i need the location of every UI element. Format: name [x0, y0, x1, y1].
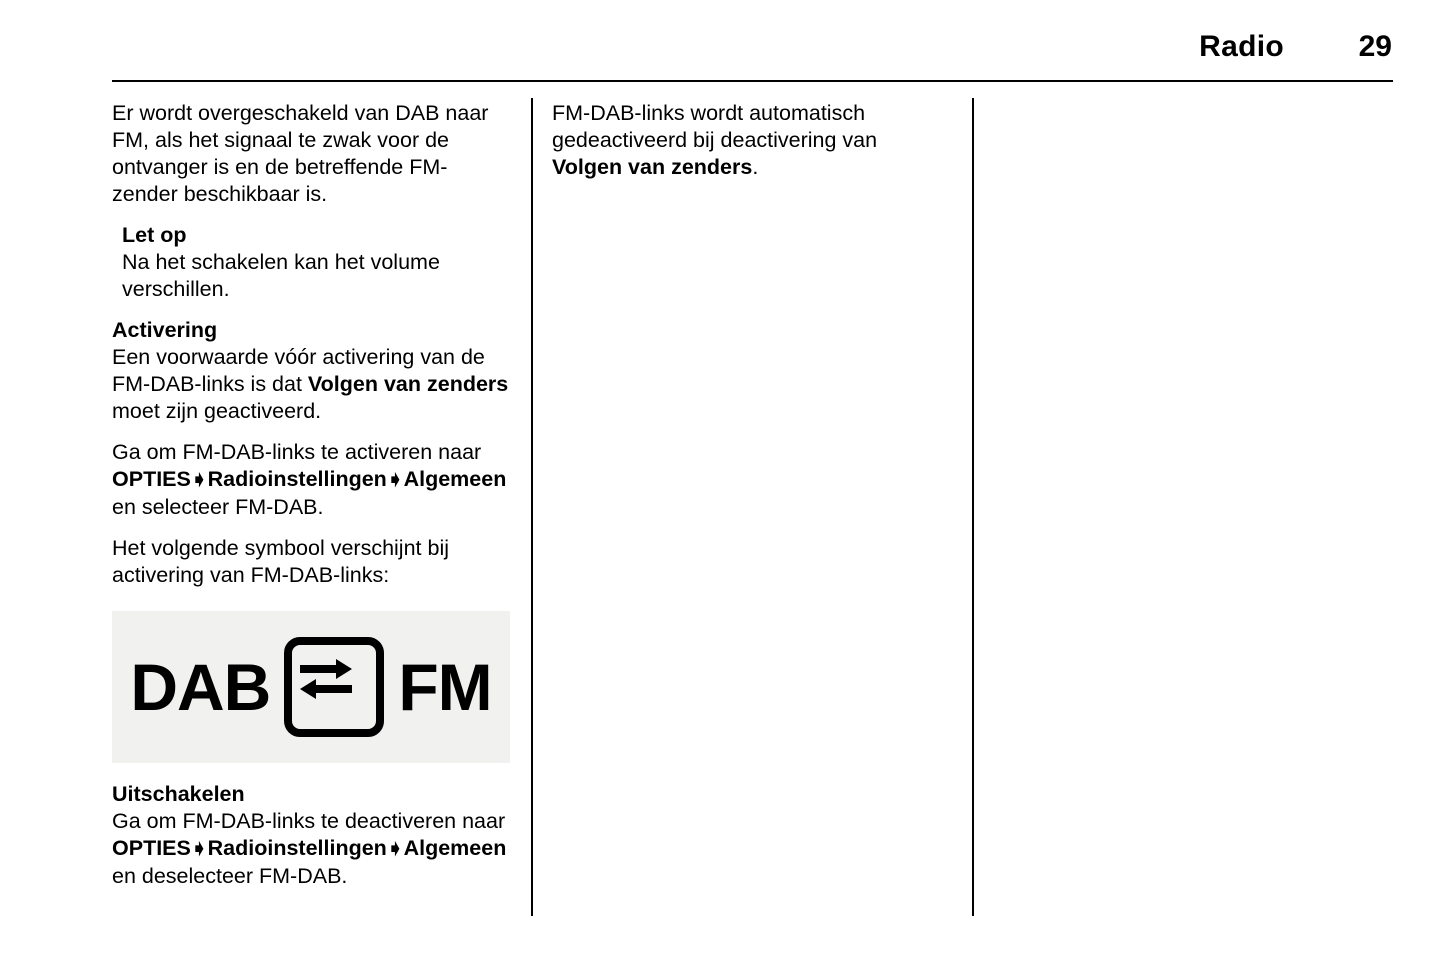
paragraph-deactiveren-path	[112, 808, 512, 890]
menu-item-volgen-van-zenders: Volgen van zenders	[307, 372, 509, 396]
text-part: Een voorwaarde vóór activering van de FM-DAB-links is dat	[112, 345, 485, 396]
paragraph-symbol-intro: Het volgende symbool verschijnt bij activering van FM-DAB-links:	[112, 536, 449, 587]
text-part: FM-DAB-links wordt automatisch gedeactiveerd bij deactivering van	[552, 101, 878, 152]
paragraph-dab-fm-switch: Er wordt overgeschakeld van DAB naar FM, als het signaal te zwak voor de ontvanger is en de betreffende FM-zender beschikbaar is.	[112, 101, 489, 206]
note-title: Let op	[122, 223, 187, 247]
figure-content	[112, 611, 510, 763]
column-2	[552, 100, 952, 195]
heading-activering: Activering	[112, 318, 218, 342]
note-body: Na het schakelen kan het volume verschillen.	[122, 250, 440, 301]
menu-item-volgen-van-zenders: Volgen van zenders	[552, 155, 753, 179]
text-part: .	[752, 155, 759, 179]
figure-label-fm: FM	[398, 650, 492, 724]
heading-uitschakelen: Uitschakelen	[112, 782, 245, 806]
paragraph-activeren-path	[112, 439, 512, 521]
column-1	[112, 100, 512, 904]
menu-item-radioinstellingen: Radioinstellingen	[207, 467, 387, 491]
menu-item-algemeen: Algemeen	[403, 467, 507, 491]
paragraph-auto-deactivation	[552, 100, 952, 181]
paragraph-activering-condition	[112, 344, 512, 425]
menu-item-opties: OPTIES	[112, 467, 191, 491]
text-part: en deselecteer FM-DAB.	[112, 864, 348, 888]
column-divider-2	[972, 98, 974, 916]
figure-label-dab: DAB	[130, 650, 271, 724]
column-divider-1	[531, 98, 533, 916]
dab-fm-swap-icon	[284, 637, 384, 737]
text-part: Ga om FM-DAB-links te activeren naar	[112, 440, 482, 464]
arrow-icon: ➧	[190, 838, 208, 860]
header-rule	[112, 80, 1393, 82]
menu-item-radioinstellingen: Radioinstellingen	[207, 836, 387, 860]
page-number: 29	[1358, 30, 1392, 63]
menu-item-opties: OPTIES	[112, 836, 191, 860]
page-header	[112, 30, 1392, 64]
text-part: Ga om FM-DAB-links te deactiveren naar	[112, 809, 506, 833]
text-part: en selecteer FM-DAB.	[112, 495, 324, 519]
arrow-icon: ➧	[386, 838, 404, 860]
note-block	[122, 222, 512, 303]
menu-item-algemeen: Algemeen	[403, 836, 507, 860]
arrow-icon: ➧	[386, 469, 404, 491]
arrow-icon: ➧	[190, 469, 208, 491]
text-part: moet zijn geactiveerd.	[112, 399, 322, 423]
uitschakelen-block	[112, 781, 512, 890]
figure-dab-fm-symbol	[112, 611, 510, 763]
page-title: Radio	[1199, 30, 1284, 63]
